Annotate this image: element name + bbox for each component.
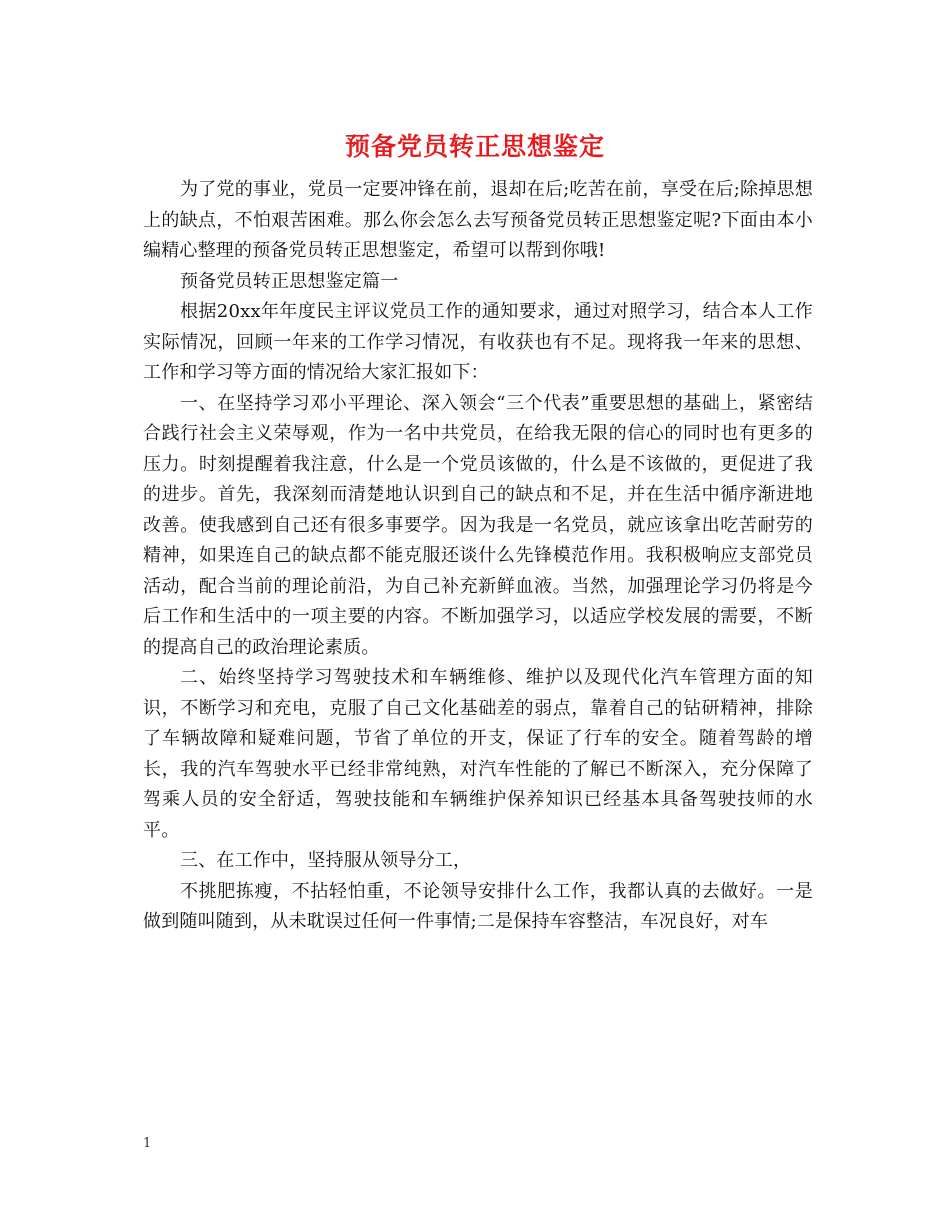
paragraph-section-heading: 预备党员转正思想鉴定篇一 xyxy=(180,270,399,292)
paragraph-continuation: 不挑肥拣瘦，不拈轻怕重，不论领导安排什么工作，我都认真的去做好。一是做到随叫随到，从未耽误过任何一件事情;二是保持车容整洁，车况良好，对车 xyxy=(143,880,813,932)
paragraph-point-three: 三、在工作中，坚持服从领导分工， xyxy=(180,850,472,871)
paragraph-point-two: 二、始终坚持学习驾驶技术和车辆维修、维护以及现代化汽车管理方面的知识，不断学习和充电，克服了自己文化基础差的弱点，靠着自己的钻研精神，排除了车辆故障和疑难问题，节省了单位的开支，保证了行车的安全。随着驾龄的增长，我的汽车驾驶水平已经非常纯熟，对汽车性能的了解已不断深入，充分保障了驾乘人员的安全舒适，驾驶技能和车辆维护保养知识已经基本具备驾驶技师的水平。 xyxy=(143,667,813,841)
paragraph-intro: 为了党的事业，党员一定要冲锋在前，退却在后;吃苦在前，享受在后;除掉思想上的缺点，不怕艰苦困难。那么你会怎么去写预备党员转正思想鉴定呢?下面由本小编精心整理的预备党员转正思想鉴定，希望可以帮到你哦! xyxy=(143,179,813,261)
paragraph-point-one: 一、在坚持学习邓小平理论、深入领会“三个代表”重要思想的基础上，紧密结合践行社会主义荣辱观，作为一名中共党员，在给我无限的信心的同时也有更多的压力。时刻提醒着我注意，什么是一个党员该做的，什么是不该做的，更促进了我的进步。首先，我深刻而清楚地认识到自己的缺点和不足，并在生活中循序渐进地改善。使我感到自己还有很多事要学。因为我是一名党员，就应该拿出吃苦耐劳的精神，如果连自己的缺点都不能克服还谈什么先锋模范作用。我积极响应支部党员活动，配合当前的理论前沿，为自己补充新鲜血液。当然，加强理论学习仍将是今后工作和生活中的一项主要的内容。不断加强学习，以适应学校发展的需要，不断的提高自己的政治理论素质。 xyxy=(143,392,813,658)
document-body xyxy=(143,175,813,938)
document-title: 预备党员转正思想鉴定 xyxy=(344,132,605,161)
page-number: 1 xyxy=(143,1136,152,1151)
paragraph-overview: 根据20xx年年度民主评议党员工作的通知要求，通过对照学习，结合本人工作实际情况，回顾一年来的工作学习情况，有收获也有不足。现将我一年来的思想、工作和学习等方面的情况给大家汇报如下： xyxy=(143,301,813,383)
